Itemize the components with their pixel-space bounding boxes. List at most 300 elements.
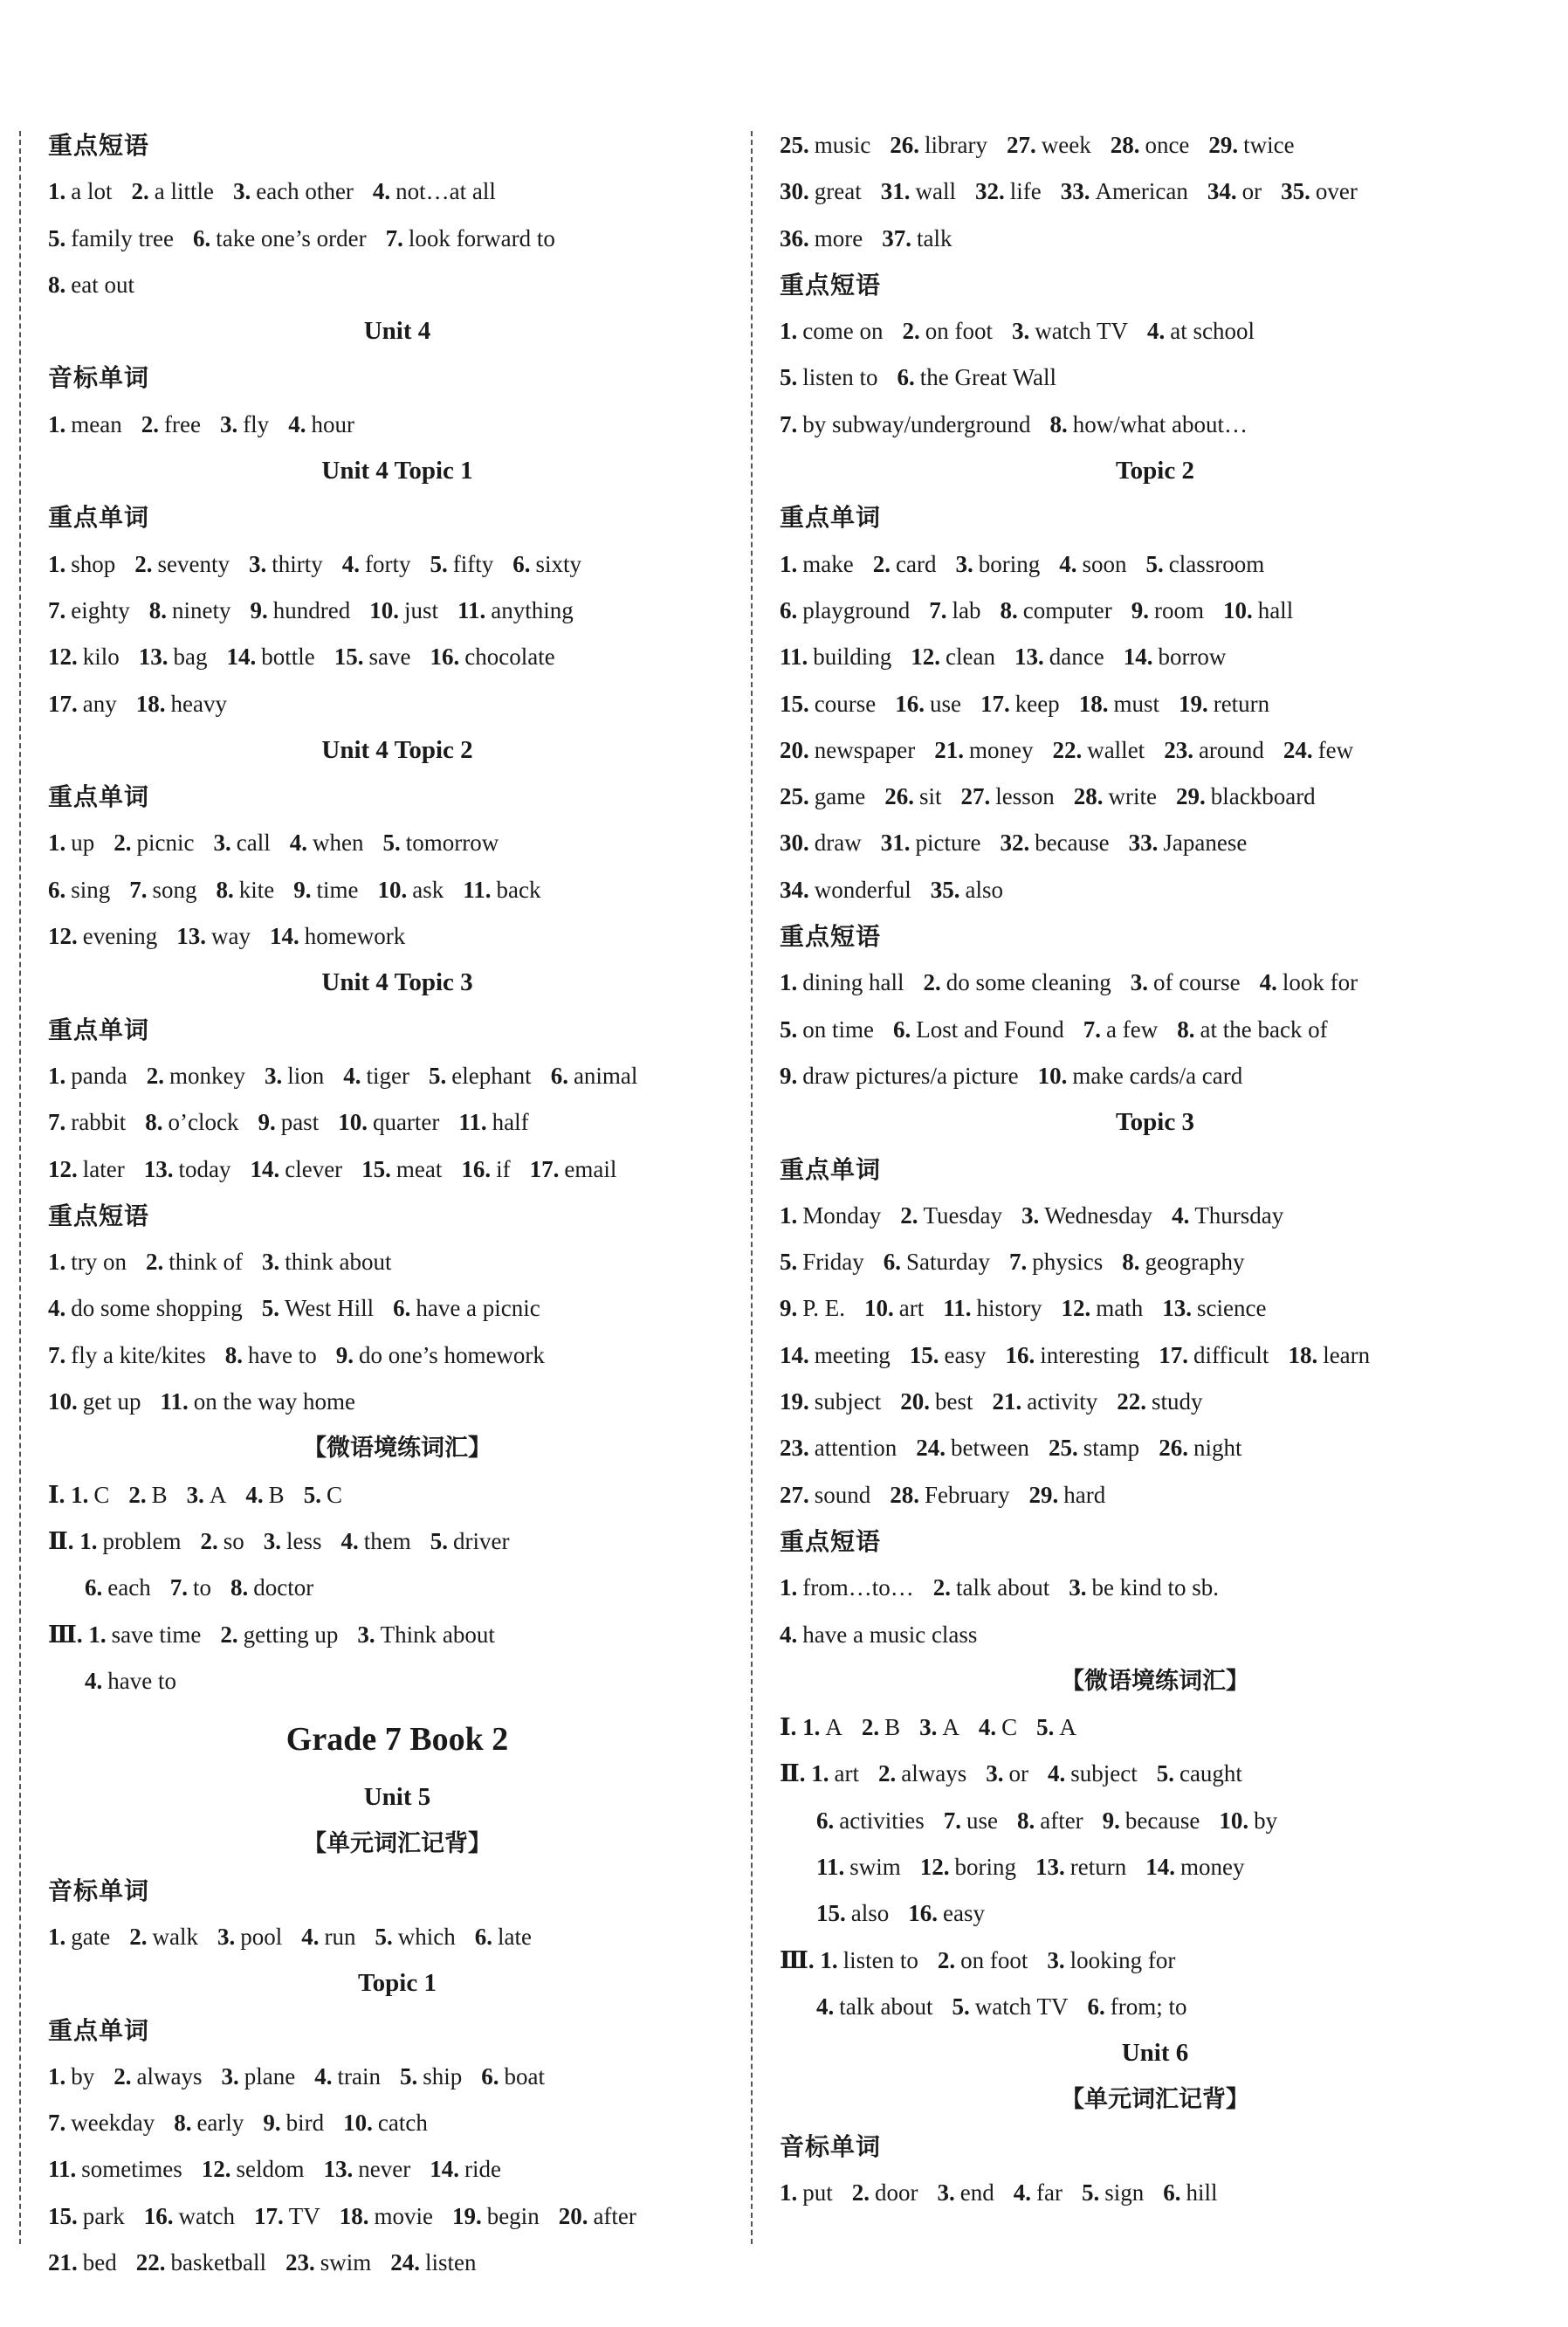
item-text: also xyxy=(850,1900,890,1927)
answer-line xyxy=(780,1379,1530,1425)
item-number: 10. xyxy=(369,596,399,623)
answer-line xyxy=(48,262,746,308)
item-number: 37. xyxy=(882,224,911,251)
item-number: 7. xyxy=(780,410,798,437)
item-number: 12. xyxy=(48,1155,78,1182)
answer-line xyxy=(780,402,1530,448)
answer-item xyxy=(979,1704,1017,1751)
answer-line xyxy=(780,774,1530,820)
answer-line xyxy=(48,588,746,634)
item-text: or xyxy=(1008,1760,1028,1787)
answer-line xyxy=(48,1518,746,1565)
answer-item xyxy=(48,2100,155,2146)
answer-item xyxy=(141,402,201,448)
item-text: basketball xyxy=(170,2249,266,2276)
item-number: 8. xyxy=(174,2110,192,2137)
answer-item xyxy=(1176,774,1316,820)
answer-item xyxy=(48,1518,182,1565)
item-text: always xyxy=(136,2062,203,2089)
item-text: building xyxy=(813,644,892,671)
item-number: 3. xyxy=(1047,1946,1065,1973)
answer-item xyxy=(551,1053,638,1099)
answer-line xyxy=(780,867,1530,913)
answer-item xyxy=(1035,1844,1126,1890)
item-number: 2. xyxy=(146,1062,164,1089)
item-number: 1. xyxy=(48,830,66,857)
item-text: talk about xyxy=(956,1574,1050,1601)
answer-item xyxy=(48,1053,127,1099)
answer-item xyxy=(911,634,995,680)
item-text: at the back of xyxy=(1200,1015,1328,1043)
answer-item xyxy=(361,1146,442,1193)
answer-line xyxy=(48,1239,746,1285)
item-text: free xyxy=(163,410,201,437)
item-number: 13. xyxy=(1014,644,1044,671)
item-number: 11. xyxy=(780,644,808,671)
item-number: 2. xyxy=(851,2179,870,2207)
answer-item xyxy=(780,122,870,169)
answer-item xyxy=(430,1518,510,1565)
item-number: 21. xyxy=(934,736,964,763)
item-text: come on xyxy=(802,318,884,345)
answer-item xyxy=(265,1053,324,1099)
item-text: time xyxy=(316,876,359,903)
item-text: way xyxy=(210,923,251,950)
item-text: because xyxy=(1035,830,1110,857)
item-text: heavy xyxy=(170,690,227,717)
answer-item xyxy=(1145,1844,1244,1890)
item-number: 13. xyxy=(1035,1853,1065,1880)
item-text: hundred xyxy=(272,596,351,623)
section-heading: 重点单词 xyxy=(48,503,150,533)
item-text: around xyxy=(1198,736,1264,763)
item-number: 7. xyxy=(1008,1249,1028,1276)
item-number: 18. xyxy=(135,690,166,717)
answer-item xyxy=(780,1053,1019,1099)
item-text: A xyxy=(942,1714,959,1741)
item-text: P. E. xyxy=(802,1295,846,1322)
item-number: 3. xyxy=(986,1760,1004,1787)
item-number: 17. xyxy=(980,690,1010,717)
item-text: after xyxy=(593,2202,636,2229)
answer-line xyxy=(48,820,746,866)
item-number: 21. xyxy=(48,2249,78,2276)
item-number: 3. xyxy=(232,178,251,205)
item-number: 13. xyxy=(323,2156,354,2183)
item-text: Thursday xyxy=(1194,1201,1284,1229)
answer-item xyxy=(338,1099,439,1146)
item-text: make xyxy=(802,550,854,577)
item-number: 1. xyxy=(48,1923,66,1950)
item-text: difficult xyxy=(1193,1341,1269,1368)
item-text: return xyxy=(1069,1853,1127,1880)
item-text: talk about xyxy=(839,1993,933,2020)
item-text: subject xyxy=(1070,1760,1138,1787)
item-number: 1. xyxy=(780,318,798,345)
item-text: park xyxy=(82,2202,125,2229)
section-heading: 音标单词 xyxy=(780,2131,882,2161)
item-text: plane xyxy=(244,2062,296,2089)
item-text: playground xyxy=(802,596,911,623)
item-number: 16. xyxy=(1005,1341,1035,1368)
item-number: 5. xyxy=(1081,2179,1100,2207)
item-number: 3. xyxy=(1011,318,1030,345)
answer-item xyxy=(1159,1332,1269,1379)
answer-item xyxy=(780,216,863,262)
answer-item xyxy=(341,1518,411,1565)
answer-item xyxy=(144,1146,231,1193)
answer-item xyxy=(213,820,270,866)
item-text: hall xyxy=(1257,596,1294,623)
item-text: on the way home xyxy=(193,1388,355,1415)
item-text: Japanese xyxy=(1163,830,1248,857)
answer-item xyxy=(221,2054,295,2100)
answer-line xyxy=(780,1332,1530,1379)
item-text: look for xyxy=(1282,969,1358,996)
item-number: 2. xyxy=(113,2062,132,2089)
answer-line xyxy=(780,122,1530,169)
item-number: 8. xyxy=(216,876,234,903)
answer-item xyxy=(1208,122,1294,169)
item-text: shop xyxy=(71,550,116,577)
item-number: 1. xyxy=(780,1201,798,1229)
unit-title: Unit 4 xyxy=(363,317,431,346)
item-text: watch xyxy=(178,2202,235,2229)
answer-line xyxy=(780,1704,1530,1751)
answer-item xyxy=(430,2146,501,2193)
item-text: email xyxy=(564,1155,617,1182)
item-text: twice xyxy=(1243,132,1295,158)
item-number: 8. xyxy=(1177,1015,1195,1043)
section-heading: 重点单词 xyxy=(48,782,150,812)
item-number: 2. xyxy=(131,178,149,205)
item-text: think of xyxy=(168,1249,243,1276)
item-text: money xyxy=(968,736,1034,763)
answer-line xyxy=(780,1938,1530,1984)
item-number: 2. xyxy=(141,410,159,437)
item-number: 22. xyxy=(135,2249,166,2276)
item-text: Friday xyxy=(802,1249,864,1276)
item-text: computer xyxy=(1022,596,1112,623)
answer-item xyxy=(145,1099,238,1146)
answer-item xyxy=(1062,1285,1144,1332)
answer-item xyxy=(900,1193,1002,1239)
item-number: 30. xyxy=(780,178,809,205)
answer-item xyxy=(113,820,194,866)
answer-item xyxy=(262,1285,374,1332)
item-text: have to xyxy=(107,1667,176,1694)
item-text: weekday xyxy=(71,2110,155,2137)
answer-item xyxy=(48,1146,125,1193)
answer-item xyxy=(217,1914,282,1960)
item-text: looking for xyxy=(1069,1946,1176,1973)
unit-title: 【单元词汇记背】 xyxy=(1061,2086,1249,2114)
item-text: learn xyxy=(1323,1341,1371,1368)
answer-item xyxy=(1061,169,1188,215)
item-text: put xyxy=(802,2179,833,2207)
answer-item xyxy=(864,1285,924,1332)
answer-item xyxy=(780,960,904,1006)
answer-item xyxy=(1012,308,1128,355)
item-text: elephant xyxy=(451,1062,532,1089)
item-text: study xyxy=(1151,1388,1203,1415)
item-text: so xyxy=(223,1527,244,1554)
item-number: 24. xyxy=(1283,736,1313,763)
item-text: C xyxy=(326,1481,342,1508)
answer-item xyxy=(1052,727,1145,774)
item-number: 30. xyxy=(780,830,809,857)
item-number: 29. xyxy=(1175,783,1206,810)
answer-item xyxy=(174,2100,244,2146)
unit-title: Unit 4 Topic 2 xyxy=(321,735,473,764)
item-number: 2. xyxy=(129,1923,148,1950)
answer-item xyxy=(48,681,117,727)
item-text: B xyxy=(151,1481,168,1508)
answer-item xyxy=(780,2170,833,2216)
item-text: bottle xyxy=(261,644,315,671)
item-text: clever xyxy=(285,1155,343,1182)
answer-item xyxy=(780,1239,864,1285)
item-number: 1. xyxy=(48,1249,66,1276)
item-text: evening xyxy=(82,923,158,950)
item-text: if xyxy=(496,1155,511,1182)
item-text: always xyxy=(901,1760,967,1787)
item-number: 2. xyxy=(146,1249,164,1276)
item-text: talk xyxy=(916,224,952,251)
item-text: watch TV xyxy=(1035,318,1128,345)
answer-line xyxy=(780,960,1530,1006)
answer-item xyxy=(512,541,581,588)
item-text: today xyxy=(178,1155,231,1182)
answer-item xyxy=(780,402,1030,448)
answer-item xyxy=(1014,634,1104,680)
answer-item xyxy=(324,2146,411,2193)
answer-line xyxy=(48,1053,746,1099)
answer-item xyxy=(48,1379,141,1425)
item-text: save xyxy=(368,644,411,671)
answer-item xyxy=(146,1239,243,1285)
item-number: 24. xyxy=(390,2249,420,2276)
item-number: 3. xyxy=(264,1062,283,1089)
answer-item xyxy=(481,2054,545,2100)
item-number: 16. xyxy=(908,1900,938,1927)
item-number: 25. xyxy=(1048,1435,1078,1462)
item-number: Ⅲ. 1. xyxy=(780,1946,838,1973)
item-number: 2. xyxy=(220,1621,238,1648)
item-text: have to xyxy=(247,1341,317,1368)
answer-line xyxy=(780,1472,1530,1518)
item-text: each xyxy=(107,1574,151,1601)
answer-item xyxy=(780,588,910,634)
item-text: best xyxy=(934,1388,973,1415)
item-text: just xyxy=(403,596,438,623)
answer-item xyxy=(48,1914,110,1960)
answer-item xyxy=(882,216,952,262)
answer-item xyxy=(136,2240,266,2286)
item-text: sit xyxy=(918,783,942,810)
item-number: 18. xyxy=(1288,1341,1318,1368)
answer-line xyxy=(780,1890,1530,1937)
item-text: activity xyxy=(1027,1388,1098,1415)
item-text: Wednesday xyxy=(1044,1201,1153,1229)
answer-item xyxy=(893,1007,1064,1053)
answer-item xyxy=(343,1053,409,1099)
answer-item xyxy=(373,169,496,215)
item-number: 25. xyxy=(780,132,809,158)
answer-item xyxy=(780,727,915,774)
item-number: 7. xyxy=(129,876,148,903)
answer-item xyxy=(780,774,865,820)
answer-item xyxy=(1207,169,1262,215)
answer-item xyxy=(134,541,230,588)
answer-item xyxy=(132,169,214,215)
item-text: return xyxy=(1213,690,1270,717)
section-heading: 重点短语 xyxy=(48,1201,150,1230)
answer-item xyxy=(400,2054,462,2100)
answer-line xyxy=(780,2170,1530,2216)
item-number: 8. xyxy=(145,1109,163,1136)
item-text: to xyxy=(192,1574,211,1601)
item-text: because xyxy=(1124,1807,1200,1834)
item-number: 10. xyxy=(864,1295,894,1322)
item-text: eighty xyxy=(71,596,130,623)
item-number: 3. xyxy=(263,1527,282,1554)
item-text: forty xyxy=(365,550,411,577)
item-number: 8. xyxy=(1049,410,1068,437)
item-number: 2. xyxy=(902,318,920,345)
answer-item xyxy=(1069,1565,1219,1611)
answer-item xyxy=(530,1146,617,1193)
item-number: 10. xyxy=(1222,596,1253,623)
item-number: 5. xyxy=(430,1527,449,1554)
item-number: 5. xyxy=(780,1249,798,1276)
item-number: 16. xyxy=(143,2202,174,2229)
unit-title: Unit 6 xyxy=(1121,2039,1189,2068)
answer-item xyxy=(48,169,113,215)
item-number: 3. xyxy=(955,550,973,577)
item-number: 6. xyxy=(780,596,798,623)
answer-item xyxy=(852,2170,918,2216)
item-text: Tuesday xyxy=(923,1201,1003,1229)
answer-item xyxy=(290,820,364,866)
item-text: course xyxy=(814,690,877,717)
item-text: night xyxy=(1193,1435,1242,1462)
item-text: swim xyxy=(320,2249,372,2276)
answer-line xyxy=(780,681,1530,727)
item-number: 34. xyxy=(780,876,809,903)
item-text: the Great Wall xyxy=(919,364,1057,391)
item-number: 4. xyxy=(288,410,306,437)
item-number: 5. xyxy=(48,224,66,251)
answer-line xyxy=(48,169,746,215)
item-text: dining hall xyxy=(802,969,904,996)
answer-item xyxy=(1009,1239,1103,1285)
item-number: 11. xyxy=(458,1109,487,1136)
column-divider xyxy=(751,131,753,2244)
item-text: geography xyxy=(1145,1249,1245,1276)
answer-item xyxy=(1131,588,1204,634)
answer-item xyxy=(920,1844,1016,1890)
item-number: 2. xyxy=(200,1527,218,1554)
item-number: 33. xyxy=(1128,830,1159,857)
answer-item xyxy=(890,1472,1009,1518)
item-text: ride xyxy=(464,2156,501,2183)
item-number: 34. xyxy=(1207,178,1237,205)
item-text: caught xyxy=(1179,1760,1242,1787)
answer-item xyxy=(233,169,354,215)
item-text: of course xyxy=(1152,969,1241,996)
item-number: 10. xyxy=(1219,1807,1249,1834)
item-number: 10. xyxy=(343,2110,373,2137)
item-number: 20. xyxy=(558,2202,588,2229)
section-heading: 重点单词 xyxy=(48,1015,150,1044)
answer-line xyxy=(48,2054,746,2100)
item-text: when xyxy=(312,830,364,857)
answer-item xyxy=(1049,402,1247,448)
answer-item xyxy=(884,774,941,820)
item-text: blackboard xyxy=(1210,783,1316,810)
answer-item xyxy=(113,2054,202,2100)
item-number: 23. xyxy=(780,1435,809,1462)
item-number: 3. xyxy=(357,1621,375,1648)
answer-item xyxy=(1281,169,1358,215)
item-text: on foot xyxy=(925,318,993,345)
item-number: 20. xyxy=(900,1388,930,1415)
answer-line xyxy=(48,216,746,262)
item-number: 2. xyxy=(937,1946,956,1973)
item-text: A xyxy=(1059,1714,1076,1741)
answer-item xyxy=(1082,2170,1144,2216)
item-text: lab xyxy=(952,596,981,623)
item-number: 33. xyxy=(1060,178,1090,205)
answer-item xyxy=(1283,727,1353,774)
answer-item xyxy=(382,820,499,866)
item-text: on time xyxy=(802,1015,874,1043)
answer-item xyxy=(1111,122,1190,169)
item-text: seventy xyxy=(157,550,230,577)
item-text: ninety xyxy=(172,596,231,623)
item-text: art xyxy=(834,1760,859,1787)
item-text: save time xyxy=(111,1621,202,1648)
item-text: or xyxy=(1241,178,1262,205)
answer-item xyxy=(48,1285,243,1332)
answer-item xyxy=(475,1914,532,1960)
item-number: 7. xyxy=(48,1341,66,1368)
item-text: a few xyxy=(1106,1015,1159,1043)
item-text: picnic xyxy=(136,830,195,857)
item-text: driver xyxy=(453,1527,510,1554)
item-number: 27. xyxy=(780,1481,809,1508)
answer-line xyxy=(48,681,746,727)
item-text: on foot xyxy=(960,1946,1028,1973)
item-number: 2. xyxy=(113,830,132,857)
answer-item xyxy=(1007,122,1091,169)
answer-item xyxy=(992,1379,1097,1425)
answer-item xyxy=(193,216,367,262)
answer-item xyxy=(301,1914,355,1960)
item-number: 17. xyxy=(1159,1341,1188,1368)
item-text: catch xyxy=(377,2110,428,2137)
answer-item xyxy=(136,681,227,727)
item-number: 15. xyxy=(361,1155,391,1182)
answer-item xyxy=(924,960,1111,1006)
answer-item xyxy=(1000,588,1111,634)
answer-item xyxy=(986,1751,1028,1797)
item-number: 4. xyxy=(372,178,391,205)
item-text: clean xyxy=(946,644,995,671)
answer-item xyxy=(270,913,405,960)
item-number: 8. xyxy=(1122,1249,1140,1276)
